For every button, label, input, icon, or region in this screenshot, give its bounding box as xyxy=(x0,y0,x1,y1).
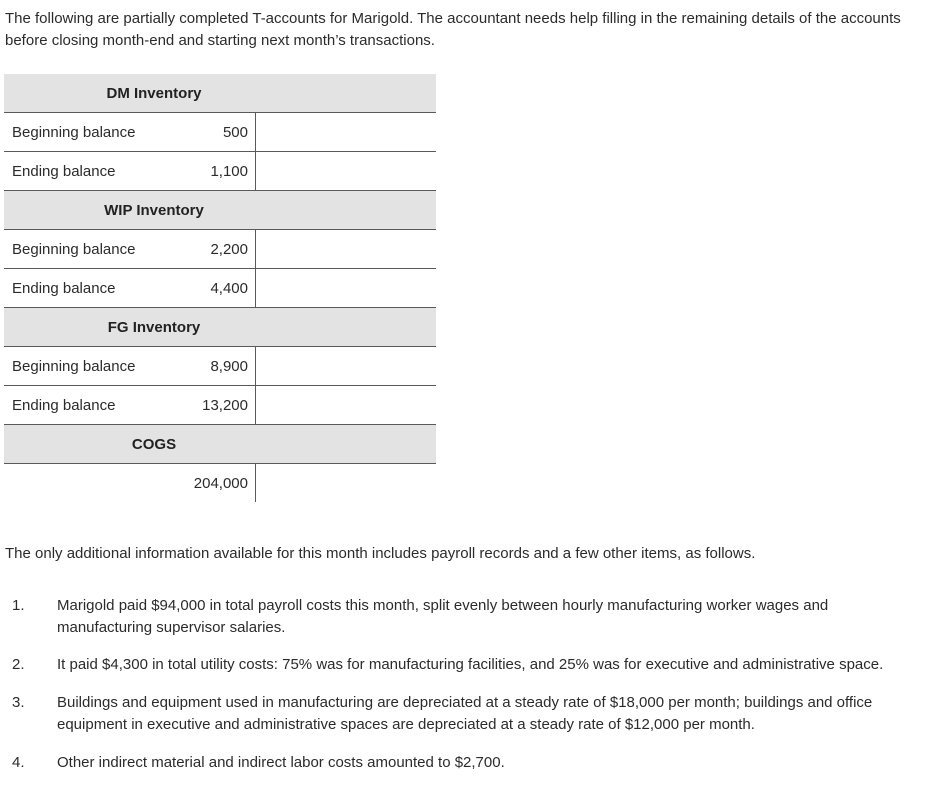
credit-cell xyxy=(255,347,436,385)
row-label: Ending balance xyxy=(12,396,116,414)
row-label: Beginning balance xyxy=(12,357,136,375)
item-number: 3. xyxy=(12,694,25,711)
list-item xyxy=(12,752,927,774)
list-item xyxy=(12,595,927,639)
account-title: COGS xyxy=(131,435,177,453)
intro-text: The following are partially completed T-accounts for Marigold. The accountant needs help filling in the remaining details of the accounts before closing month-end and starting next month’s transactions. xyxy=(5,10,901,49)
account-title: DM Inventory xyxy=(106,84,202,102)
account-row xyxy=(4,464,436,502)
debit-value: 500 xyxy=(222,123,248,141)
info-list xyxy=(12,595,927,774)
account-row xyxy=(4,269,436,308)
account-header-cogs xyxy=(4,425,436,464)
row-label xyxy=(4,464,192,502)
credit-cell xyxy=(255,230,436,268)
account-row xyxy=(4,113,436,152)
credit-cell xyxy=(255,464,436,502)
credit-cell xyxy=(255,269,436,307)
account-title: FG Inventory xyxy=(107,318,201,336)
row-label: Beginning balance xyxy=(12,123,136,141)
item-number: 4. xyxy=(12,754,25,771)
row-label: Ending balance xyxy=(12,279,116,297)
additional-info-text: The only additional information available for this month includes payroll records and a few other items, as follows. xyxy=(5,545,756,562)
account-row xyxy=(4,152,436,191)
item-text: It paid $4,300 in total utility costs: 75% was for manufacturing facilities, and 25% was for executive and administrative space. xyxy=(57,656,884,673)
credit-cell xyxy=(255,386,436,424)
debit-value: 204,000 xyxy=(193,474,248,492)
item-text: Buildings and equipment used in manufacturing are depreciated at a steady rate of $18,000 per month; buildings and office equipment in executive and administrative spaces are depreciated at a steady rate of $12,000 per month. xyxy=(57,694,873,733)
debit-value: 8,900 xyxy=(210,357,248,375)
account-row xyxy=(4,230,436,269)
account-title: WIP Inventory xyxy=(104,201,204,219)
item-number: 2. xyxy=(12,656,25,673)
account-header-wip-inventory xyxy=(4,191,436,230)
credit-cell xyxy=(255,152,436,190)
item-number: 1. xyxy=(12,597,25,614)
item-text: Other indirect material and indirect labor costs amounted to $2,700. xyxy=(57,754,505,771)
row-label: Beginning balance xyxy=(12,240,136,258)
t-accounts xyxy=(4,74,436,502)
account-row xyxy=(4,386,436,425)
debit-value: 13,200 xyxy=(202,396,248,414)
row-label: Ending balance xyxy=(12,162,116,180)
list-item xyxy=(12,654,927,676)
item-text: Marigold paid $94,000 in total payroll costs this month, split evenly between hourly manufacturing worker wages and manufacturing supervisor salaries. xyxy=(57,597,829,636)
debit-value: 4,400 xyxy=(210,279,248,297)
list-item xyxy=(12,692,927,736)
account-header-dm-inventory xyxy=(4,74,436,113)
debit-value: 2,200 xyxy=(210,240,248,258)
credit-cell xyxy=(255,113,436,151)
account-header-fg-inventory xyxy=(4,308,436,347)
account-row xyxy=(4,347,436,386)
debit-value: 1,100 xyxy=(210,162,248,180)
